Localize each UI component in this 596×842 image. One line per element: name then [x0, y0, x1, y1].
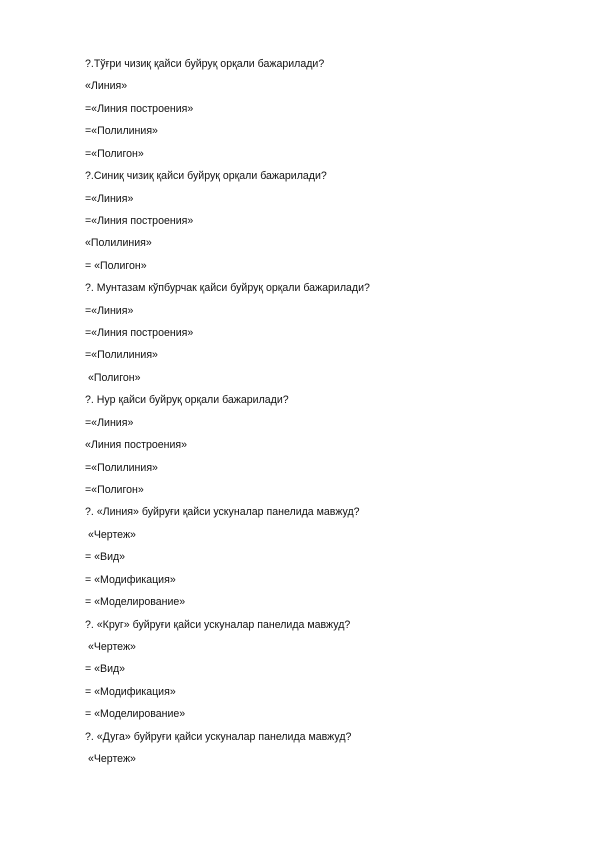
answer-line: «Полигон»: [85, 371, 141, 384]
question-line: ?. Мунтазам кўпбурчак қайси буйруқ орқали бажарилади?: [85, 282, 370, 295]
answer-line: =«Полилиния»: [85, 349, 158, 362]
question-line: ?.Тўғри чизиқ қайси буйруқ орқали бажарилади?: [85, 58, 325, 70]
answer-line: =«Полигон»: [85, 484, 144, 497]
answer-line: «Чертеж»: [85, 640, 136, 653]
answer-line: = «Вид»: [85, 663, 126, 676]
answer-line: = «Полигон»: [85, 259, 147, 272]
question-line: ?. «Круг» буйруғи қайси ускуналар панелида мавжуд?: [85, 618, 351, 631]
answer-line: = «Моделирование»: [85, 708, 186, 721]
answer-line: «Линия построения»: [85, 439, 188, 452]
answer-line: «Полилиния»: [85, 237, 152, 250]
answer-line: «Чертеж»: [85, 528, 136, 541]
answer-line: = «Модификация»: [85, 685, 176, 698]
answer-line: =«Линия построения»: [85, 102, 194, 115]
answer-line: =«Линия»: [85, 304, 134, 317]
question-line: ?. Нур қайси буйруқ орқали бажарилади?: [85, 394, 289, 407]
answer-line: =«Линия построения»: [85, 327, 194, 340]
answer-line: «Линия»: [85, 80, 128, 93]
answer-line: «Чертеж»: [85, 753, 136, 766]
question-line: ?.Синиқ чизиқ қайси буйруқ орқали бажарилади?: [85, 170, 327, 183]
answer-line: =«Полилиния»: [85, 461, 158, 474]
document-text: [85, 57, 565, 775]
answer-line: =«Полилиния»: [85, 125, 158, 138]
answer-line: =«Линия»: [85, 416, 134, 429]
answer-line: = «Моделирование»: [85, 596, 186, 609]
question-line: ?. «Дуга» буйруғи қайси ускуналар панелида мавжуд?: [85, 730, 352, 743]
answer-line: =«Линия построения»: [85, 214, 194, 227]
answer-line: = «Модификация»: [85, 573, 176, 586]
answer-line: = «Вид»: [85, 551, 126, 564]
answer-line: =«Линия»: [85, 192, 134, 205]
question-line: ?. «Линия» буйруғи қайси ускуналар панелида мавжуд?: [85, 506, 360, 519]
answer-line: =«Полигон»: [85, 147, 144, 160]
